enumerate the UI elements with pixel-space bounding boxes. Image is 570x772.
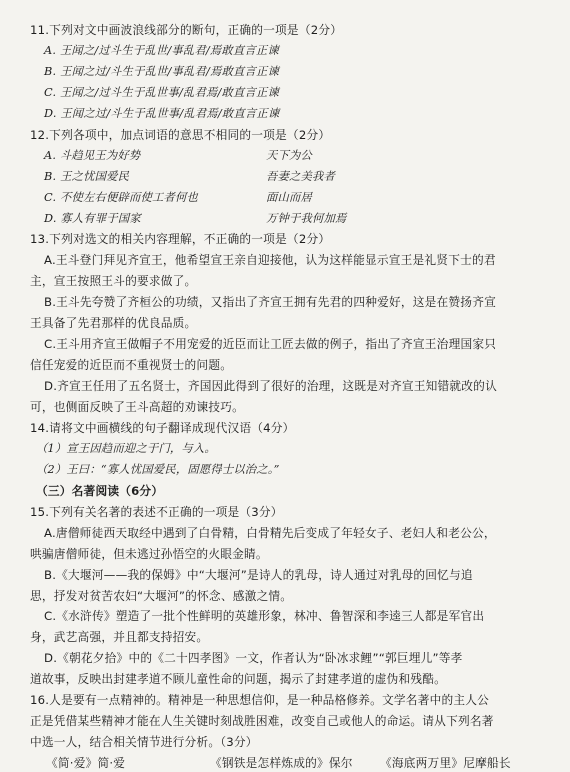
q16-choice-2: 《钢铁是怎样炼成的》保尔 [210,756,353,770]
q12-option-d-left: D. 寡人有罪于国家 [44,211,141,225]
q12-stem: 12.下列各项中，加点词语的意思不相同的一项是（2分） [30,127,331,142]
q11-option-b: B. 王闻之过/斗生于乱世/事乱君/焉敢直言正谏 [44,64,280,78]
section-3-heading: （三）名著阅读（6分） [36,483,164,498]
q15-line-5: C.《水浒传》塑造了一批个性鲜明的英雄形象，林冲、鲁智深和李逵三人都是军官出 [44,609,485,624]
q13-line-6: 信任宠爱的近臣而不重视贤士的问题。 [30,358,233,373]
q15-line-8: 道故事，反映出封建孝道不顾儿童性命的问题，揭示了封建孝道的虚伪和残酷。 [30,672,447,687]
q13-line-2: 主，宣王按照王斗的要求做了。 [30,274,197,289]
q13-line-7: D.齐宣王任用了五名贤士，齐国因此得到了很好的治理，这既是对齐宣王知错就改的认 [44,379,497,393]
q12-option-c-left: C. 不使左右便辟而使工者何也 [44,190,198,204]
q14-item-2: （2）王曰：“寡人忧国爱民，固愿得士以治之。” [36,462,280,476]
q12-option-a-left: A. 斗趋见王为好势 [44,148,141,162]
q16-line-3: 中选一人，结合相关情节进行分析。（3分） [30,735,258,750]
q15-line-3: B.《大堰河——我的保姆》中“大堰河”是诗人的乳母，诗人通过对乳母的回忆与追 [44,567,473,582]
q12-option-b-right: 吾妻之美我者 [266,169,335,183]
q15-line-6: 身，武艺高强，并且都支持招安。 [30,630,209,645]
q11-option-d: D. 王闻之过/斗生于乱世事/乱君焉/敢直言正谏 [44,106,280,120]
q13-line-3: B.王斗先夸赞了齐桓公的功绩，又指出了齐宣王拥有先君的四种爱好，这是在赞扬齐宣 [44,295,496,310]
q13-line-4: 王具备了先君那样的优良品质。 [30,316,197,331]
q16-choice-1: 《简·爱》简·爱 [46,756,126,770]
q12-option-d-right: 万钟于我何加焉 [266,211,347,225]
q15-line-4: 思，抒发对贫苦农妇“大堰河”的怀念、感激之情。 [30,588,293,603]
q16-choice-3: 《海底两万里》尼摩船长 [380,756,511,770]
q11-option-a: A. 王闻之/过斗生于乱世/事乱君/焉敢直言正谏 [44,43,279,57]
q12-option-c-right: 面山而居 [266,190,312,204]
q13-line-8: 可，也侧面反映了王斗高超的劝谏技巧。 [30,400,244,414]
q15-stem: 15.下列有关名著的表述不正确的一项是（3分） [30,504,283,519]
q14-stem: 14.请将文中画横线的句子翻译成现代汉语（4分） [30,420,295,435]
q15-line-2: 哄骗唐僧师徒，但未逃过孙悟空的火眼金睛。 [30,546,268,561]
q15-line-1: A.唐僧师徒西天取经中遇到了白骨精，白骨精先后变成了年轻女子、老妇人和老公公， [44,525,496,540]
q16-line-2: 正是凭借某些精神才能在人生关键时刻战胜困难，改变自己或他人的命运。请从下列名著 [30,714,494,729]
q12-option-b-left: B. 王之忧国爱民 [44,169,130,183]
q13-line-1: A.王斗登门拜见齐宣王，他希望宣王亲自迎接他，认为这样能显示宣王是礼贤下士的君 [44,253,496,268]
q13-line-5: C.王斗用齐宣王做帽子不用宠爱的近臣而让工匠去做的例子，指出了齐宣王治理国家只 [44,337,497,352]
q11-stem: 11.下列对文中画波浪线部分的断句，正确的一项是（2分） [30,23,343,37]
q15-line-7: D.《朝花夕拾》中的《二十四孝图》一文，作者认为“卧冰求鲤”“郭巨埋儿”等孝 [44,651,463,666]
q12-option-a-right: 天下为公 [266,148,312,162]
q13-stem: 13.下列对选文的相关内容理解，不正确的一项是（2分） [30,232,331,247]
q14-item-1: （1）宣王因趋而迎之于门，与入。 [36,441,216,455]
q16-line-1: 16.人是要有一点精神的。精神是一种思想信仰，是一种品格修养。文学名著中的主人公 [30,693,490,708]
q11-option-c: C. 王闻之/过斗生于乱世事/乱君焉/敢直言正谏 [44,85,279,99]
